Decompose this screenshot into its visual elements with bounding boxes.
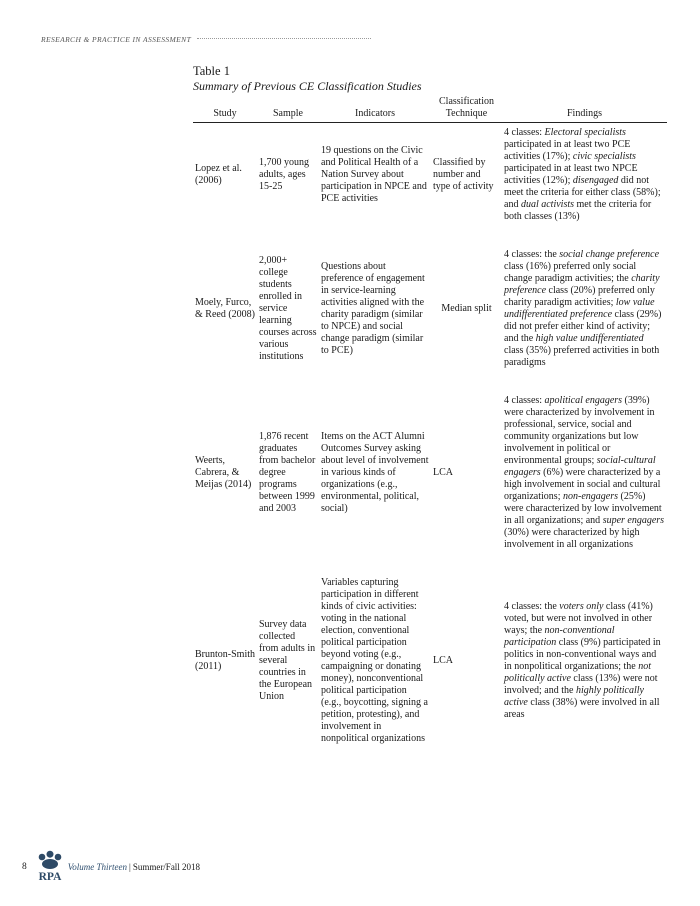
finding-class-name: civic specialists: [572, 151, 636, 162]
column-header-technique-line1: Classification: [439, 96, 494, 107]
finding-class-name: non-conventional participation: [504, 625, 615, 648]
finding-class-name: super engagers: [602, 515, 665, 526]
finding-text: participated in at least two NPCE activities (12%);: [504, 163, 638, 186]
finding-text: did not meet the criteria for either class (58%); and: [504, 175, 661, 210]
finding-text: met the criteria for both classes (13%): [504, 199, 652, 222]
finding-text: class (13%) were not involved; and the: [504, 673, 658, 696]
finding-text: 4 classes:: [504, 127, 545, 138]
cell-indicators: 19 questions on the Civic and Political Health of a Nation Survey about participation in NPCE and PCE activities: [321, 145, 427, 204]
finding-class-name: dual activists: [520, 199, 575, 210]
table-row: [193, 573, 667, 767]
logo-text: RPA: [38, 871, 62, 883]
finding-class-name: non-engagers: [562, 491, 618, 502]
cell-indicators: Variables capturing participation in different kinds of civic activities: voting in the national election, conventional political participation beyond voting (e.g., campaigning or donating money), nonconventional political participation (e.g., boycotting, signing a petition, protesting), and involvement in nonpolitical organizations: [321, 577, 428, 744]
cell-technique: LCA: [433, 467, 453, 478]
cell-sample: 2,000+ college students enrolled in service learning courses across various institutions: [259, 255, 317, 362]
finding-class-name: social change preference: [559, 249, 660, 260]
column-header-sample: Sample: [257, 96, 319, 123]
cell-findings: [502, 123, 667, 246]
page-number: 8: [22, 862, 27, 872]
table-row: [193, 123, 667, 246]
cell-findings: [502, 245, 667, 391]
cell-study: Weerts, Cabrera, & Meijas (2014): [195, 455, 252, 490]
finding-class-name: voters only: [559, 601, 604, 612]
cell-study: Brunton-Smith (2011): [195, 649, 256, 672]
issue-label: Summer/Fall 2018: [132, 862, 201, 872]
table-row: [193, 391, 667, 573]
finding-text: 4 classes:: [504, 395, 545, 406]
page-footer: [22, 850, 200, 884]
table-caption: Summary of Previous CE Classification Studies: [193, 79, 422, 93]
footer-separator: |: [129, 862, 131, 872]
finding-class-name: disengaged: [572, 175, 619, 186]
table-row: [193, 245, 667, 391]
column-header-technique-line2: Technique: [445, 108, 488, 119]
cell-study: Moely, Furco, & Reed (2008): [195, 297, 255, 320]
running-head-rule: [197, 38, 371, 39]
finding-text: class (35%) preferred activities in both paradigms: [504, 345, 660, 368]
finding-class-name: social-cultural engagers: [504, 455, 656, 478]
cell-indicators: Questions about preference of engagement in service-learning activities aligned with the charity paradigm (similar to NPCE) and social change paradigm (similar to PCE): [321, 261, 425, 356]
finding-text: (39%) were characterized by involvement in professional, service, social and community organizations but low involvement in political or environmental groups;: [504, 395, 655, 466]
table-header-row: [193, 96, 667, 123]
finding-text: class (20%) preferred only charity paradigm activities;: [504, 285, 655, 308]
finding-class-name: low value undifferentiated preference: [504, 297, 655, 320]
finding-class-name: high value undifferentiated: [535, 333, 644, 344]
finding-class-name: highly politically active: [504, 685, 644, 708]
column-header-indicators: Indicators: [319, 96, 431, 123]
cell-technique: LCA: [433, 655, 453, 666]
rpa-paw-logo-icon: [35, 850, 65, 884]
column-header-findings: Findings: [502, 96, 667, 123]
finding-text: (6%) were characterized by a high involvement in social and cultural organizations;: [504, 467, 661, 502]
finding-text: (30%) were characterized by high involvement in all organizations: [504, 527, 640, 550]
cell-findings: [502, 391, 667, 573]
column-header-technique: [431, 96, 502, 123]
cell-findings: [502, 573, 667, 767]
finding-text: 4 classes: the: [504, 601, 560, 612]
cell-technique: Median split: [441, 303, 492, 314]
finding-class-name: Electoral specialists: [544, 127, 626, 138]
finding-text: class (29%) did not prefer either kind of activity; and the: [504, 309, 662, 344]
finding-text: 4 classes: the: [504, 249, 560, 260]
volume-label: Volume Thirteen: [67, 862, 127, 872]
finding-class-name: charity preference: [504, 273, 660, 296]
finding-class-name: apolitical engagers: [544, 395, 623, 406]
finding-text: class (9%) participated in politics in non-conventional ways and in nonpolitical organizations; the: [504, 637, 661, 672]
cell-study: Lopez et al. (2006): [195, 163, 242, 186]
cell-technique: Classified by number and type of activity: [433, 157, 494, 192]
summary-table: [193, 96, 667, 767]
cell-sample: 1,876 recent graduates from bachelor degree programs between 1999 and 2003: [259, 431, 316, 514]
running-head-text: RESEARCH & PRACTICE IN ASSESSMENT: [41, 35, 192, 44]
cell-sample: 1,700 young adults, ages 15-25: [259, 157, 309, 192]
table-label: Table 1: [193, 64, 230, 78]
cell-sample: Survey data collected from adults in several countries in the European Union: [259, 619, 316, 702]
finding-text: class (41%) voted, but were not involved in other ways; the: [504, 601, 653, 636]
finding-text: class (16%) preferred only social change paradigm activities; the: [504, 261, 637, 284]
finding-text: participated in at least two PCE activities (17%);: [504, 139, 631, 162]
finding-text: class (38%) were involved in all areas: [504, 697, 660, 720]
column-header-study: Study: [193, 96, 257, 123]
cell-indicators: Items on the ACT Alumni Outcomes Survey asking about level of involvement in various kinds of organizations (e.g., environmental, political, social): [321, 431, 429, 514]
running-head: [41, 35, 371, 44]
finding-class-name: not politically active: [504, 661, 652, 684]
finding-text: (25%) were characterized by low involvement in all organizations; and: [504, 491, 662, 526]
